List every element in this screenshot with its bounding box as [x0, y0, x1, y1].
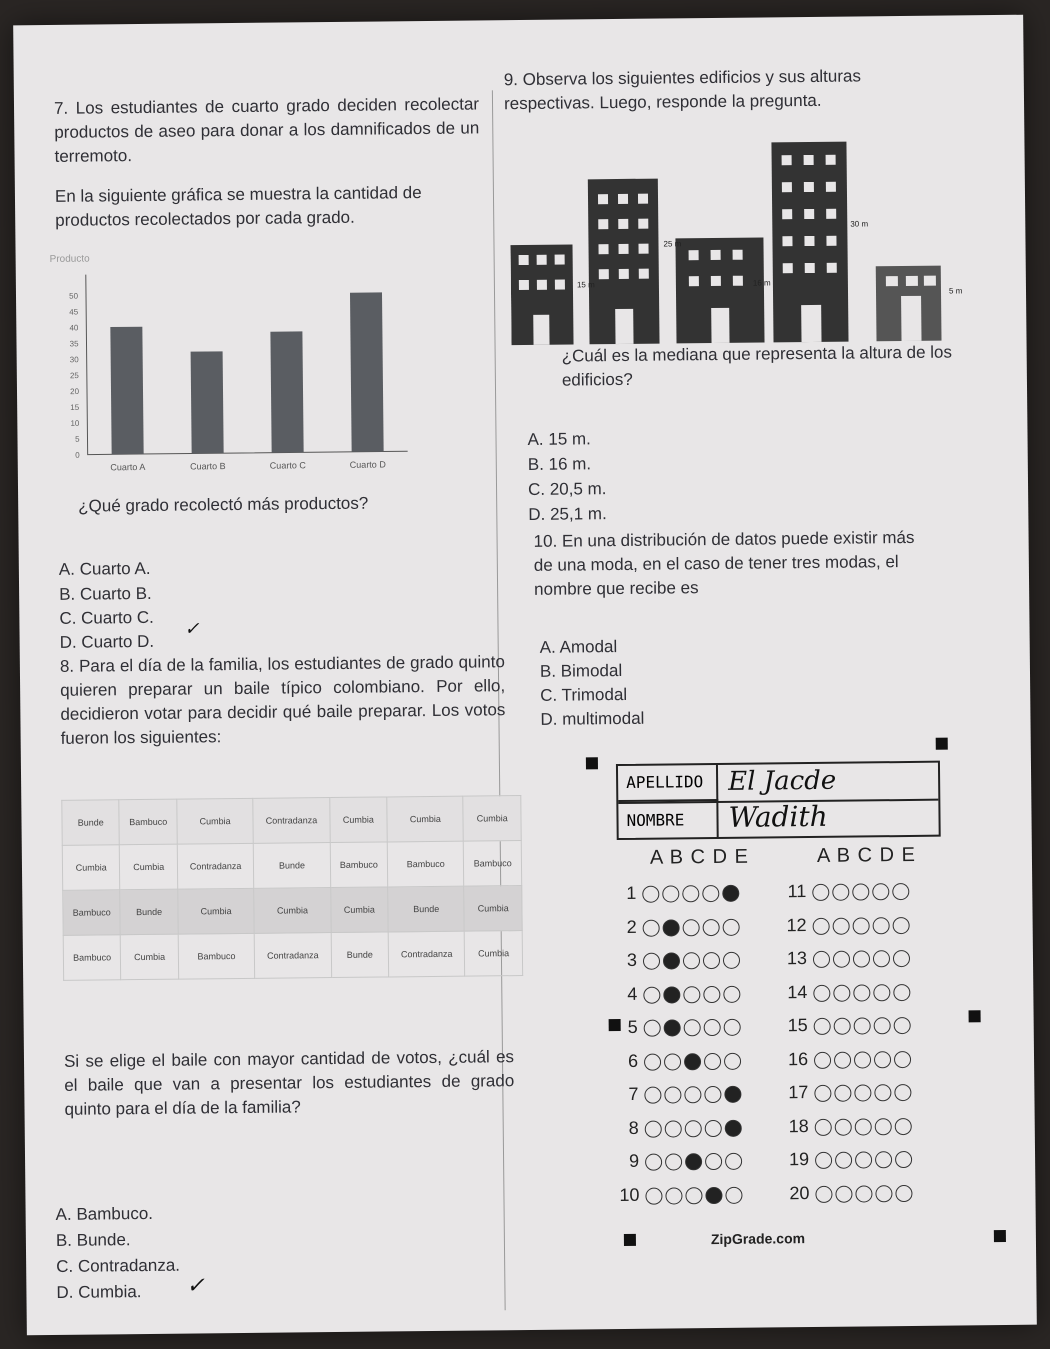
- checkmark-icon: ✓: [186, 1273, 205, 1299]
- name-box: [616, 761, 941, 840]
- q8-question: Si se elige el baile con mayor cantidad de votos, ¿cuál es el baile que van a presentar los estudiantes de grado quinto para el día de la familia?: [63, 1047, 515, 1119]
- x-tick-label: Cuarto D: [349, 459, 386, 470]
- table-cell: Bambuco: [178, 933, 255, 979]
- table-cell: Cumbia: [120, 844, 178, 890]
- table-cell: Cumbia: [463, 796, 521, 842]
- q7-intro: 7. Los estudiantes de cuarto grado deciden recolectar productos de aseo para donar a los damnificados de un terremoto.: [53, 94, 480, 166]
- q10-option-b: B. Bimodal: [539, 660, 623, 681]
- answer-header-right: A B C D E: [816, 843, 917, 867]
- table-cell: Bunde: [331, 932, 389, 978]
- bar-cuarto-d: [350, 292, 384, 451]
- answer-bubble[interactable]: [855, 1118, 872, 1135]
- answer-bubble[interactable]: [875, 1118, 892, 1135]
- answer-row-number: 17: [788, 1082, 809, 1103]
- table-cell: Contradanza: [177, 843, 254, 889]
- answer-bubble[interactable]: [815, 1119, 832, 1136]
- y-tick-label: 35: [69, 339, 79, 349]
- answer-row: [613, 1144, 745, 1177]
- answer-row-number: 11: [787, 881, 807, 902]
- answer-row-number: 8: [628, 1117, 639, 1138]
- answer-row-number: 20: [789, 1182, 810, 1203]
- answer-bubble[interactable]: [645, 1120, 662, 1137]
- answer-bubble[interactable]: [835, 1118, 852, 1135]
- answer-row-number: 6: [627, 1050, 639, 1071]
- answer-bubble[interactable]: [832, 884, 849, 901]
- answer-bubble[interactable]: [663, 919, 680, 936]
- x-tick-label: Cuarto B: [189, 461, 226, 472]
- table-cell: Cumbia: [121, 934, 179, 980]
- answer-bubble[interactable]: [704, 1019, 721, 1036]
- y-tick-label: 30: [69, 355, 79, 365]
- table-cell: Bunde: [388, 886, 465, 932]
- answer-bubble[interactable]: [814, 1085, 831, 1102]
- y-tick-label: 0: [75, 450, 80, 460]
- answer-bubble[interactable]: [684, 1053, 701, 1070]
- answer-row: [611, 943, 743, 976]
- table-cell: Bunde: [120, 889, 178, 935]
- answer-bubble[interactable]: [874, 1017, 891, 1034]
- answer-row-number: 12: [786, 914, 807, 935]
- table-cell: Cumbia: [465, 931, 523, 977]
- answer-bubble[interactable]: [894, 1084, 911, 1101]
- answer-bubble[interactable]: [644, 1020, 661, 1037]
- registration-mark: [969, 1010, 981, 1022]
- answer-bubble[interactable]: [895, 1151, 912, 1168]
- answer-bubble[interactable]: [665, 1187, 682, 1204]
- answer-row-number: 14: [787, 981, 808, 1002]
- answer-bubble[interactable]: [873, 917, 890, 934]
- table-cell: Cumbia: [464, 886, 522, 932]
- answer-bubble[interactable]: [834, 1018, 851, 1035]
- answer-row: [780, 907, 912, 940]
- y-tick-label: 15: [70, 402, 80, 413]
- nombre-label: NOMBRE: [618, 803, 718, 838]
- height-label-30: 30 m: [850, 219, 869, 229]
- q9-option-c: C. 20,5 m.: [527, 479, 607, 499]
- height-label-15: 15 m: [576, 280, 595, 290]
- answer-bubble[interactable]: [873, 984, 890, 1001]
- y-tick-label: 5: [75, 434, 80, 444]
- q7-intro2: En la siguiente gráfica se muestra la cantidad de productos recolectados por cada grado.: [54, 183, 422, 230]
- table-row: [63, 931, 522, 981]
- answer-bubble[interactable]: [702, 885, 719, 902]
- table-cell: Bambuco: [464, 841, 522, 887]
- answer-bubble[interactable]: [704, 1053, 721, 1070]
- answer-row-number: 15: [787, 1015, 808, 1036]
- answer-bubble[interactable]: [873, 950, 890, 967]
- answer-bubble[interactable]: [814, 1052, 831, 1069]
- table-cell: Cumbia: [387, 796, 464, 842]
- answer-row-number: 18: [788, 1115, 809, 1136]
- table-cell: Bunde: [62, 800, 120, 846]
- q8-option-a: A. Bambuco.: [55, 1203, 154, 1224]
- answer-row: [612, 1010, 744, 1043]
- bar-cuarto-a: [110, 327, 143, 455]
- bar-cuarto-b: [191, 351, 224, 453]
- registration-mark: [624, 1234, 636, 1246]
- answer-row: [612, 1077, 744, 1110]
- answer-bubble[interactable]: [705, 1187, 722, 1204]
- answer-bubble[interactable]: [662, 886, 679, 903]
- answer-bubble[interactable]: [835, 1185, 852, 1202]
- buildings-illustration: [509, 125, 981, 350]
- bar-cuarto-c: [270, 331, 303, 452]
- answer-row: [613, 1177, 745, 1210]
- y-tick-label: 25: [69, 371, 79, 381]
- checkmark-icon: ✓: [184, 618, 200, 640]
- height-label-5: 5 m: [948, 286, 963, 296]
- answer-bubble[interactable]: [815, 1152, 832, 1169]
- height-label-25: 25 m: [663, 239, 682, 249]
- table-cell: Cumbia: [62, 845, 120, 891]
- answer-row-number: 1: [626, 882, 637, 903]
- answer-bubble[interactable]: [813, 951, 830, 968]
- answer-row: [611, 976, 743, 1009]
- table-row: [62, 841, 521, 891]
- answer-bubble[interactable]: [893, 984, 910, 1001]
- answer-bubble[interactable]: [645, 1154, 662, 1171]
- q9-option-d: D. 25,1 m.: [528, 504, 607, 524]
- answer-bubble[interactable]: [872, 883, 889, 900]
- answer-bubble[interactable]: [725, 1153, 742, 1170]
- answer-row: [780, 874, 912, 907]
- answer-bubble[interactable]: [645, 1187, 662, 1204]
- q7-option-d: D. Cuarto D.: [59, 631, 155, 652]
- answer-row: [783, 1142, 915, 1175]
- q10-option-d: D. multimodal: [540, 708, 645, 729]
- table-cell: Contradanza: [253, 798, 330, 844]
- answer-bubble[interactable]: [834, 1051, 851, 1068]
- q10-option-a: A. Amodal: [539, 637, 618, 657]
- answer-row: [613, 1110, 745, 1143]
- x-tick-label: Cuarto A: [110, 461, 146, 473]
- nombre-value: Wadith: [728, 799, 828, 834]
- answer-bubble[interactable]: [894, 1017, 911, 1034]
- answer-bubble[interactable]: [875, 1151, 892, 1168]
- answer-bubble[interactable]: [893, 917, 910, 934]
- q7-option-c: C. Cuarto C.: [59, 607, 154, 628]
- q8-option-d: D. Cumbia.: [56, 1282, 142, 1302]
- answer-bubble[interactable]: [833, 951, 850, 968]
- table-cell: Cumbia: [177, 798, 254, 844]
- answer-row-number: 10: [619, 1184, 640, 1205]
- table-cell: Bambuco: [119, 799, 177, 845]
- answer-row-number: 9: [628, 1150, 640, 1171]
- answer-row: [610, 909, 742, 942]
- q9-question: ¿Cuál es la mediana que representa la altura de los edificios?: [561, 342, 953, 390]
- table-cell: Bambuco: [330, 842, 388, 888]
- bar-chart: [46, 246, 418, 480]
- answer-row-number: 16: [787, 1048, 809, 1069]
- q9-option-b: B. 16 m.: [527, 454, 592, 474]
- answer-row-number: 13: [786, 948, 808, 969]
- answer-row: [781, 974, 913, 1007]
- answer-bubble[interactable]: [813, 918, 830, 935]
- answer-bubble[interactable]: [703, 952, 720, 969]
- answer-row: [612, 1043, 744, 1076]
- y-tick-label: 50: [69, 291, 79, 301]
- answer-bubble[interactable]: [874, 1084, 891, 1101]
- answer-bubble[interactable]: [664, 1087, 681, 1104]
- answer-bubble[interactable]: [684, 1019, 701, 1036]
- y-tick-label: 10: [70, 418, 80, 428]
- answer-bubble[interactable]: [812, 884, 829, 901]
- answer-row: [783, 1108, 915, 1141]
- answer-bubble[interactable]: [685, 1153, 702, 1170]
- answer-bubble[interactable]: [854, 1085, 871, 1102]
- answer-bubble[interactable]: [722, 885, 739, 902]
- answer-row: [781, 941, 913, 974]
- answer-row-number: 19: [788, 1149, 810, 1170]
- answer-bubble[interactable]: [725, 1187, 742, 1204]
- answer-bubble[interactable]: [705, 1153, 722, 1170]
- q9-option-a: A. 15 m.: [527, 429, 591, 449]
- table-cell: Contradanza: [254, 933, 331, 979]
- answer-row-number: 3: [626, 949, 638, 970]
- apellido-label: APELLIDO: [618, 765, 718, 802]
- answer-bubble[interactable]: [813, 985, 830, 1002]
- answer-bubble[interactable]: [723, 952, 740, 969]
- q9-intro: 9. Observa los siguientes edificios y sus alturas respectivas. Luego, responde la pregunta.: [503, 66, 862, 114]
- x-tick-label: Cuarto C: [269, 460, 306, 471]
- answer-row-number: 2: [626, 916, 637, 937]
- table-cell: Bambuco: [63, 890, 121, 936]
- answer-bubble[interactable]: [874, 1051, 891, 1068]
- answer-row: [782, 1008, 914, 1041]
- table-row: [63, 886, 522, 936]
- answer-bubble[interactable]: [705, 1120, 722, 1137]
- answer-bubble[interactable]: [855, 1152, 872, 1169]
- answer-bubble[interactable]: [854, 1018, 871, 1035]
- q8-option-b: B. Bunde.: [55, 1230, 131, 1250]
- table-cell: Cumbia: [178, 888, 255, 934]
- answer-bubble[interactable]: [644, 1053, 661, 1070]
- answer-bubble[interactable]: [685, 1187, 702, 1204]
- q7-option-a: A. Cuarto A.: [58, 558, 151, 579]
- q10-option-c: C. Trimodal: [540, 684, 628, 705]
- chart-y-label: Producto: [49, 253, 90, 265]
- table-cell: Contradanza: [388, 931, 465, 977]
- answer-bubble[interactable]: [703, 919, 720, 936]
- answer-row: [782, 1075, 914, 1108]
- answer-bubble[interactable]: [875, 1185, 892, 1202]
- table-cell: Cumbia: [329, 797, 387, 843]
- answer-bubble[interactable]: [724, 1053, 741, 1070]
- answer-bubble[interactable]: [853, 951, 870, 968]
- answer-bubble[interactable]: [683, 986, 700, 1003]
- table-cell: Cumbia: [254, 888, 331, 934]
- answer-bubble[interactable]: [892, 883, 909, 900]
- votes-table: [61, 795, 523, 981]
- answer-bubble[interactable]: [814, 1018, 831, 1035]
- answer-bubble[interactable]: [894, 1051, 911, 1068]
- zipgrade-footer: ZipGrade.com: [710, 1230, 806, 1248]
- table-cell: Cumbia: [330, 887, 388, 933]
- answer-bubble[interactable]: [895, 1185, 912, 1202]
- table-cell: Bambuco: [387, 841, 464, 887]
- answer-header-left: A B C D E: [649, 845, 750, 869]
- answer-bubble[interactable]: [835, 1152, 852, 1169]
- answer-bubble[interactable]: [643, 919, 660, 936]
- answer-bubble[interactable]: [723, 986, 740, 1003]
- answer-bubble[interactable]: [853, 917, 870, 934]
- answer-bubble[interactable]: [644, 1087, 661, 1104]
- q7-question: ¿Qué grado recolectó más productos?: [78, 493, 369, 516]
- registration-mark: [994, 1230, 1006, 1242]
- answer-bubble[interactable]: [683, 952, 700, 969]
- answer-row: [610, 876, 742, 909]
- answer-bubble[interactable]: [685, 1120, 702, 1137]
- answer-row-number: 7: [628, 1083, 639, 1104]
- registration-mark: [586, 757, 598, 769]
- answer-bubble[interactable]: [833, 917, 850, 934]
- answer-bubble[interactable]: [724, 1086, 741, 1103]
- answer-bubble[interactable]: [643, 986, 660, 1003]
- answer-bubble[interactable]: [833, 984, 850, 1001]
- answer-bubble[interactable]: [723, 919, 740, 936]
- answer-bubble[interactable]: [703, 986, 720, 1003]
- answer-row-number: 5: [627, 1016, 638, 1037]
- answer-row-number: 4: [627, 983, 638, 1004]
- answer-bubble[interactable]: [664, 1020, 681, 1037]
- y-tick-label: 40: [69, 323, 79, 333]
- answer-bubble[interactable]: [853, 984, 870, 1001]
- answer-bubble[interactable]: [725, 1120, 742, 1137]
- answer-row: [782, 1041, 914, 1074]
- answer-bubble[interactable]: [704, 1086, 721, 1103]
- table-cell: Bunde: [254, 843, 331, 889]
- q8-intro: 8. Para el día de la familia, los estudiantes de grado quinto quieren preparar un baile típico colombiano. Por ello, decidieron votar para decidir qué baile preparar. Los votos fueron los siguientes:: [59, 652, 506, 748]
- answer-bubble[interactable]: [664, 1053, 681, 1070]
- answer-bubble[interactable]: [893, 950, 910, 967]
- answer-bubble[interactable]: [834, 1085, 851, 1102]
- answer-bubble[interactable]: [855, 1185, 872, 1202]
- answer-bubble[interactable]: [663, 953, 680, 970]
- q8-option-c: C. Contradanza.: [56, 1255, 181, 1276]
- answer-bubble[interactable]: [683, 919, 700, 936]
- answer-bubble[interactable]: [895, 1118, 912, 1135]
- answer-bubble[interactable]: [643, 953, 660, 970]
- q7-option-b: B. Cuarto B.: [59, 583, 152, 604]
- height-label-16: 16 m: [752, 278, 771, 288]
- answer-bubble[interactable]: [684, 1086, 701, 1103]
- answer-bubble[interactable]: [815, 1186, 832, 1203]
- registration-mark: [609, 1019, 621, 1031]
- q10-intro: 10. En una distribución de datos puede existir más de una moda, en el caso de tener tres modas, el nombre que recibe es: [533, 527, 915, 599]
- answer-bubble[interactable]: [852, 884, 869, 901]
- y-tick-label: 45: [69, 307, 79, 317]
- apellido-value: El Jacde: [727, 765, 837, 797]
- table-cell: Bambuco: [63, 935, 121, 981]
- registration-mark: [936, 738, 948, 750]
- answer-bubble[interactable]: [854, 1051, 871, 1068]
- answer-bubble[interactable]: [663, 986, 680, 1003]
- answer-bubble[interactable]: [665, 1154, 682, 1171]
- table-row: [62, 796, 521, 846]
- answer-bubble[interactable]: [642, 886, 659, 903]
- answer-bubble[interactable]: [682, 885, 699, 902]
- answer-row: [783, 1175, 915, 1208]
- exam-sheet: [13, 15, 1037, 1336]
- answer-bubble[interactable]: [665, 1120, 682, 1137]
- y-tick-label: 20: [70, 387, 80, 397]
- answer-bubble[interactable]: [724, 1019, 741, 1036]
